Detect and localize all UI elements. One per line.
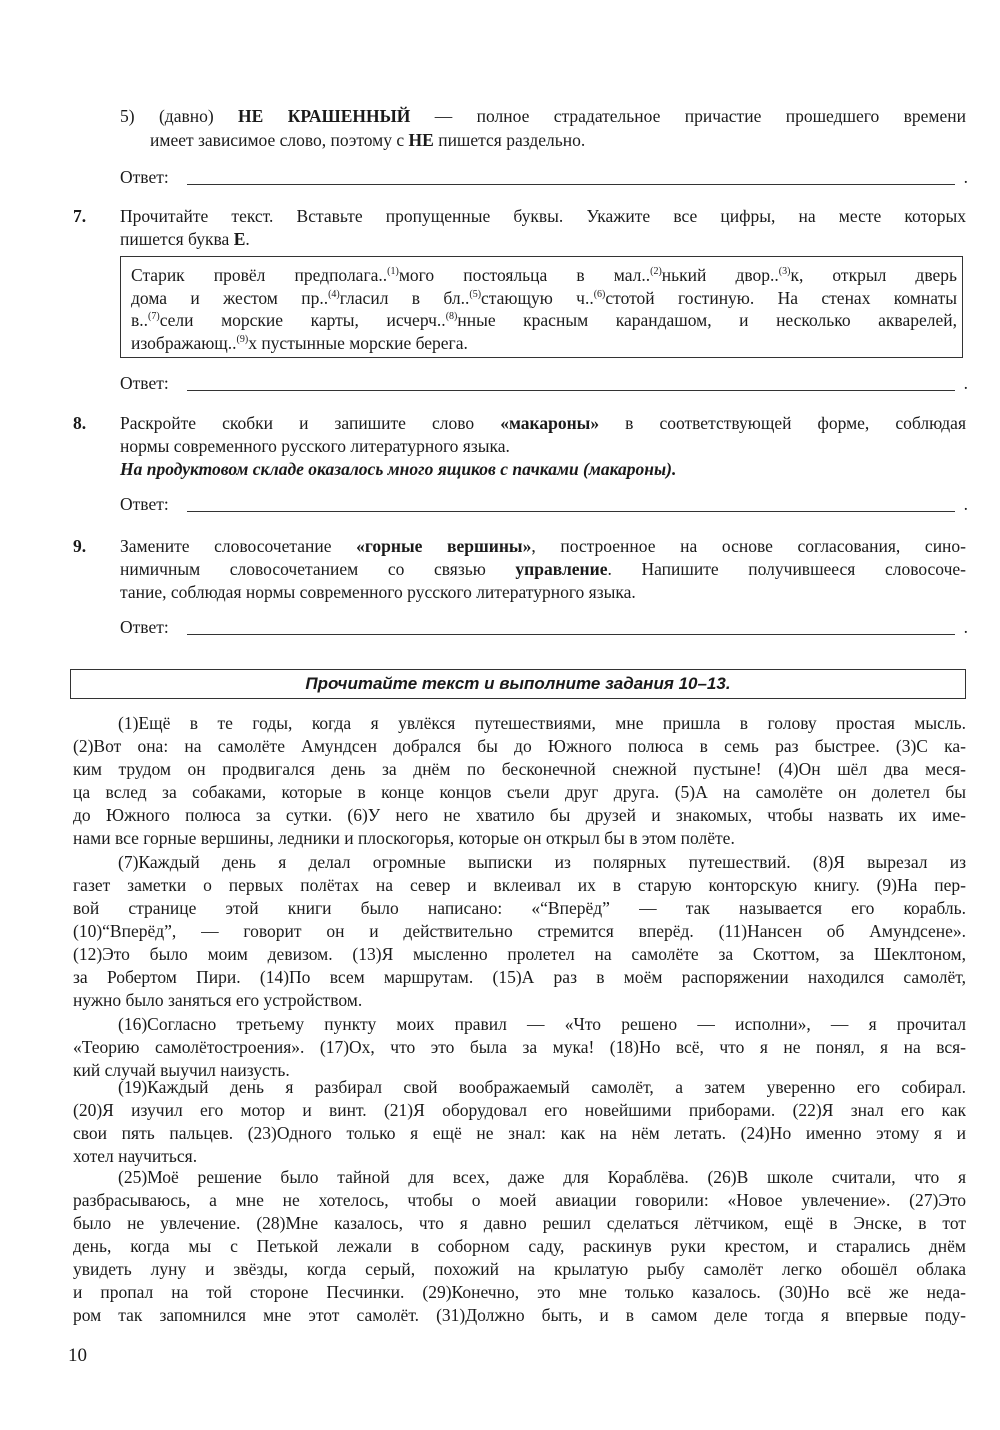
- answer-row-9[interactable]: Ответ: .: [120, 617, 968, 637]
- q7-instruction-line-1: Прочитайте текст. Вставьте пропущенные буквы. Укажите все цифры, на месте которых: [120, 206, 966, 226]
- q8-instruction-line-1: Раскройте скобки и запишите слово «макароны» в соответствующей форме, соблюдая: [120, 413, 966, 433]
- page-number: 10: [68, 1345, 87, 1366]
- answer-line[interactable]: [187, 390, 955, 391]
- question-number-8: 8.: [73, 413, 87, 433]
- answer-line[interactable]: [187, 511, 955, 512]
- answer-row-8[interactable]: Ответ: .: [120, 494, 968, 514]
- box-line-2: дома и жестом пр..$^{(4)}$гласил в бл..$^{(5)}$стающую ч..$^{(6)}$стотой гостиную. На стенах комнаты: [131, 288, 957, 308]
- q7-text-box: [120, 256, 963, 358]
- q9-instruction-line-3: тание, соблюдая нормы современного русского литературного языка.: [120, 582, 636, 602]
- q8-sentence: На продуктовом складе оказалось много ящиков с пачками (макароны).: [120, 459, 677, 479]
- item-5-line-1: 5) (давно) НЕ КРАШЕННЫЙ — полное страдательное причастие прошедшего времени: [120, 106, 966, 126]
- box-line-4: изображающ..$^{(9)}$х пустынные морские берега.: [131, 333, 468, 353]
- question-number-9: 9.: [73, 536, 87, 556]
- answer-row-6[interactable]: Ответ: .: [120, 167, 968, 187]
- q7-instruction-line-2: пишется буква Е.: [120, 229, 250, 249]
- box-line-3: в..$^{(7)}$сели морские карты, исчерч..$^{(8)}$нные красным карандашом, и несколько акварелей,: [131, 310, 957, 330]
- answer-label: Ответ:: [120, 373, 169, 393]
- answer-label: Ответ:: [120, 617, 169, 637]
- q8-instruction-line-2: нормы современного русского литературного языка.: [120, 436, 510, 456]
- item-5-line-2: имеет зависимое слово, поэтому с НЕ пишется раздельно.: [150, 130, 586, 150]
- answer-line[interactable]: [187, 184, 955, 185]
- question-number-7: 7.: [73, 206, 87, 226]
- q9-instruction-line-1: Замените словосочетание «горные вершины», построенное на основе согласования, сино-: [120, 536, 966, 556]
- answer-label: Ответ:: [120, 494, 169, 514]
- text-paragraph-5: (25)Моё решение было тайной для всех, даже для Кораблёва. (26)В школе считали, что я разбрасываюсь, а мне не хотелось, чтобы о моей авиации говорили: «Новое увлечение». (27)Это было не увлечение. (28)Мне казалось, что я давно решил сделаться лётчиком, ещё в Энске, в тот день, когда мы с Петькой лежали в соборном саду, раскинув руки крестом, и старались днём увидеть луну и звёзды, когда серый, похожий на крылатую рыбу самолёт легко обошёл облака и пропал на той стороне Песчинки. (29)Конечно, это мне только казалось. (30)Но всё же неда- ром так запомнился мне этот самолёт. (31)Должно быть, и в самом деле тогда я впервые поду-: [73, 1167, 966, 1325]
- answer-line[interactable]: [187, 634, 955, 635]
- text-paragraph-3: (16)Согласно третьему пункту моих правил — «Что решено — исполни», — я прочитал «Теорию самолётостроения». (17)Ох, что это была за мука! (18)Но всё, что я не понял, я на вся- кий случай выучил наизусть.: [73, 1014, 966, 1080]
- text-paragraph-1: (1)Ещё в те годы, когда я увлёкся путешествиями, мне пришла в голову простая мысль. (2)Вот она: на самолёте Амундсен добрался бы до Южного полюса в семь раз быстрее. (3)С ка- ким трудом он продвигался день за днём по бесконечной снежной пустыне! (4)Он шёл два меся- ца вслед за собаками, которые в конце концов съели друг друга. (5)А на самолёте он долетел бы до Южного полюса за сутки. (6)У него не хватило бы друзей и знакомых, чтобы назвать их име- нами все горные вершины, ледники и плоскогорья, которые он открыл бы в этом полёте.: [73, 713, 966, 848]
- answer-label: Ответ:: [120, 167, 169, 187]
- answer-row-7[interactable]: Ответ: .: [120, 373, 968, 393]
- keyword: НЕ КРАШЕННЫЙ: [238, 106, 411, 126]
- text-paragraph-4: (19)Каждый день я разбирал свой воображаемый самолёт, а затем уверенно его собирал. (20)Я изучил его мотор и винт. (21)Я оборудовал его новейшими приборами. (22)Я знал его как свои пять пальцев. (23)Одного только я ещё не знал: как на нём летать. (24)Но именно этому я и хотел научиться.: [73, 1077, 966, 1166]
- q9-instruction-line-2: нимичным словосочетанием со связью управление. Напишите получившееся словосоче-: [120, 559, 966, 579]
- box-line-1: Старик провёл предполага..$^{(1)}$мого постояльца в мал..$^{(2)}$нький двор..$^{(3)}$к, открыл дверь: [131, 265, 957, 285]
- text-paragraph-2: (7)Каждый день я делал огромные выписки из полярных путешествий. (8)Я вырезал из газет заметки о первых полётах на север и вклеивал их в старую конторскую книгу. (9)На пер- вой странице этой книги было написано: «“Вперёд” — так называется его корабль. (10)“Вперёд”, — говорит он и действительно стремится вперёд. (11)Нансен об Амундсене». (12)Это было моим девизом. (13)Я мысленно пролетел на самолёте за Скоттом, за Шеклтоном, за Робертом Пири. (14)По всем маршрутам. (15)А раз в моём распоряжении находился самолёт, нужно было заняться его устройством.: [73, 852, 966, 1010]
- section-banner: Прочитайте текст и выполните задания 10–13.: [70, 669, 966, 699]
